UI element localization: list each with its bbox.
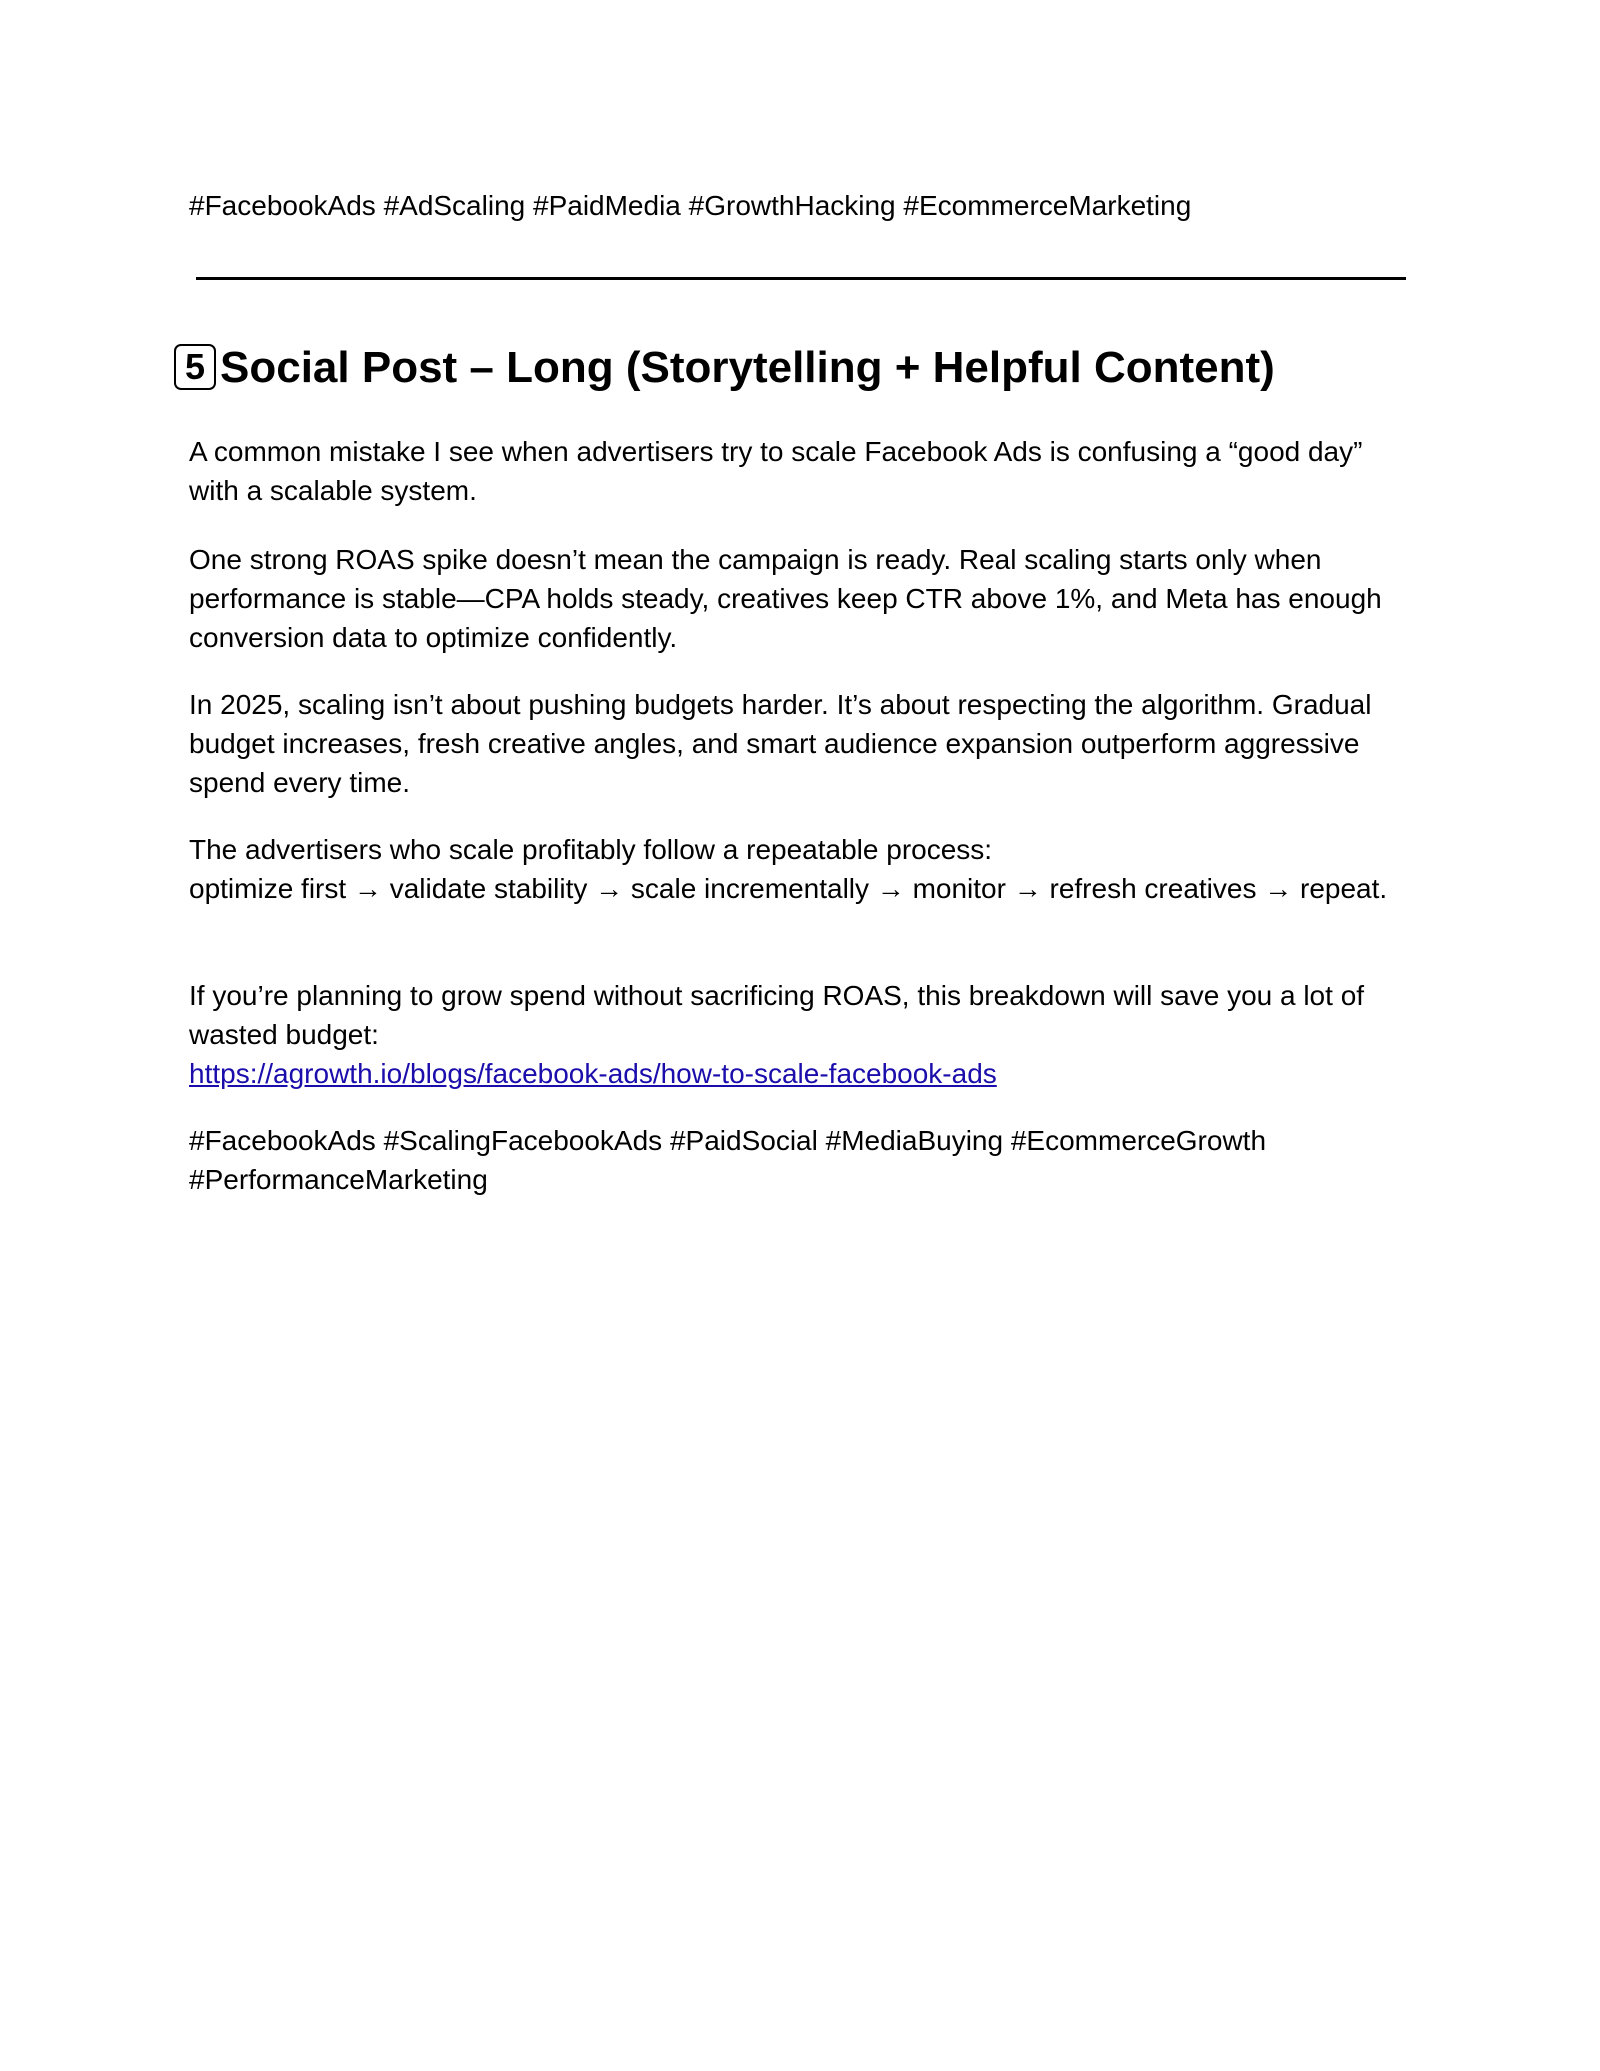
section-heading (174, 340, 1424, 396)
closing-text: If you’re planning to grow spend without sacrificing ROAS, this breakdown will save you a lot of wasted budget: (189, 980, 1365, 1050)
article-link[interactable]: https://agrowth.io/blogs/facebook-ads/how-to-scale-facebook-ads (189, 1058, 997, 1089)
keycap-number-badge: 5 (174, 344, 216, 390)
hashtags-bottom: #FacebookAds #ScalingFacebookAds #PaidSocial #MediaBuying #EcommerceGrowth #PerformanceMarketing (189, 1125, 1267, 1195)
paragraph-closing (189, 976, 1419, 1093)
paragraph-process (189, 830, 1419, 908)
horizontal-divider (196, 277, 1406, 280)
section-title: Social Post – Long (Storytelling + Helpful Content) (220, 343, 1275, 392)
paragraph-common-mistake: A common mistake I see when advertisers try to scale Facebook Ads is confusing a “good day” with a scalable system. (189, 436, 1363, 506)
process-intro: The advertisers who scale profitably follow a repeatable process: (189, 834, 993, 865)
hashtags-top: #FacebookAds #AdScaling #PaidMedia #GrowthHacking #EcommerceMarketing (189, 190, 1192, 221)
paragraph-roas-spike: One strong ROAS spike doesn’t mean the campaign is ready. Real scaling starts only when performance is stable—CPA holds steady, creatives keep CTR above 1%, and Meta has enough conversion data to optimize confidently. (189, 544, 1382, 653)
process-steps: optimize first → validate stability → scale incrementally → monitor → refresh creatives → repeat. (189, 873, 1388, 904)
paragraph-2025-scaling: In 2025, scaling isn’t about pushing budgets harder. It’s about respecting the algorithm. Gradual budget increases, fresh creative angles, and smart audience expansion outperform aggressive spend every time. (189, 689, 1372, 798)
